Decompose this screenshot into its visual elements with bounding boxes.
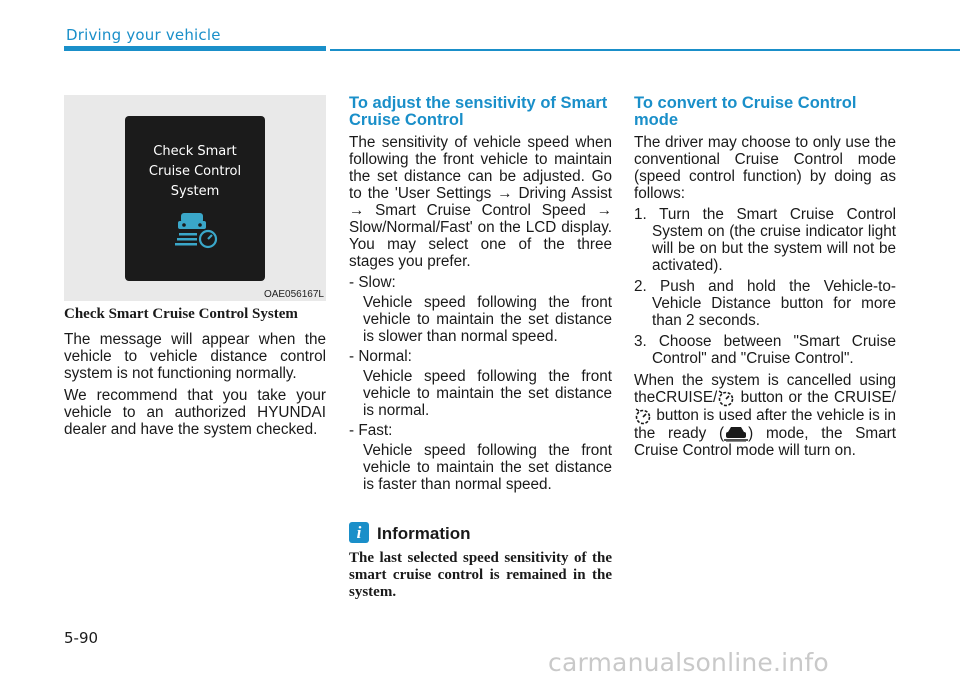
- step-item: 1. Turn the Smart Cruise Control System on (the cruise indicator light will be on but the system will not be activated).: [634, 206, 896, 274]
- cruise-icon: [717, 389, 735, 407]
- smart-cruise-warning-icon: [175, 209, 221, 249]
- list-item-desc: Vehicle speed following the front vehicle to maintain the set distance is normal.: [363, 368, 612, 419]
- screen-line: Cruise Control: [148, 164, 242, 179]
- list-item-label: - Fast:: [349, 422, 393, 439]
- screen-message: [125, 142, 265, 202]
- body-paragraph: [634, 372, 896, 459]
- body-paragraph: The driver may choose to only use the conventional Cruise Control mode (speed control function) by doing as follows:: [634, 134, 896, 202]
- body-paragraph: The message will appear when the vehicle to vehicle distance control system is not functioning normally.: [64, 331, 326, 382]
- steps-list: [634, 206, 896, 367]
- column-2: [349, 95, 612, 493]
- figure-caption: Check Smart Cruise Control System: [64, 306, 298, 322]
- closing-text: button is used after the vehicle is in the ready (: [634, 407, 896, 442]
- info-icon: i: [349, 522, 369, 543]
- step-item: 2. Push and hold the Vehicle-to-Vehicle Distance button for more than 2 seconds.: [634, 278, 896, 329]
- list-item: [349, 348, 612, 419]
- cluster-screen: [125, 116, 265, 281]
- screen-line: Check Smart: [153, 144, 237, 159]
- column-3: [634, 95, 896, 459]
- info-text: The last selected speed sensitivity of the smart cruise control is remained in the system.: [349, 550, 612, 600]
- list-item-label: - Slow:: [349, 274, 396, 291]
- cruise-icon: [634, 407, 652, 425]
- list-item: [349, 274, 612, 345]
- sensitivity-list: [349, 274, 612, 493]
- closing-text: button or the CRUISE/: [735, 389, 896, 407]
- page-number: 5-90: [64, 629, 99, 647]
- list-item-desc: Vehicle speed following the front vehicle to maintain the set distance is slower than normal speed.: [363, 294, 612, 345]
- section-title: Driving your vehicle: [66, 26, 221, 44]
- section-heading: To adjust the sensitivity of Smart Cruise Control: [349, 94, 608, 129]
- section-heading: To convert to Cruise Control mode: [634, 94, 857, 129]
- closing-text: When the system is cancelled using theCRUISE/: [634, 372, 896, 407]
- list-item-desc: Vehicle speed following the front vehicle to maintain the set distance is faster than normal speed.: [363, 442, 612, 493]
- figure-code: OAE056167L: [263, 289, 324, 300]
- info-heading: Information: [377, 524, 471, 543]
- header-rule-thin: [330, 49, 960, 51]
- step-item: 3. Choose between "Smart Cruise Control" and "Cruise Control".: [634, 333, 896, 367]
- cluster-figure: [64, 95, 326, 301]
- list-item-label: - Normal:: [349, 348, 412, 365]
- list-item: [349, 422, 612, 493]
- header-rule-thick: [64, 46, 326, 51]
- body-paragraph: We recommend that you take your vehicle to an authorized HYUNDAI dealer and have the system checked.: [64, 387, 326, 438]
- column-1: [64, 331, 326, 438]
- closing-text: ) mode, the Smart Cruise Control mode will turn on.: [634, 425, 897, 459]
- body-paragraph: The sensitivity of vehicle speed when following the front vehicle to maintain the set distance can be adjusted. Go to the 'User Settings → Driving Assist → Smart Cruise Control Speed → Slow/Normal/Fast' on the LCD display. You may select one of the three stages you prefer.: [349, 134, 612, 270]
- watermark: carmanualsonline.info: [548, 648, 829, 677]
- ready-car-icon: [724, 426, 748, 442]
- screen-line: System: [170, 184, 220, 199]
